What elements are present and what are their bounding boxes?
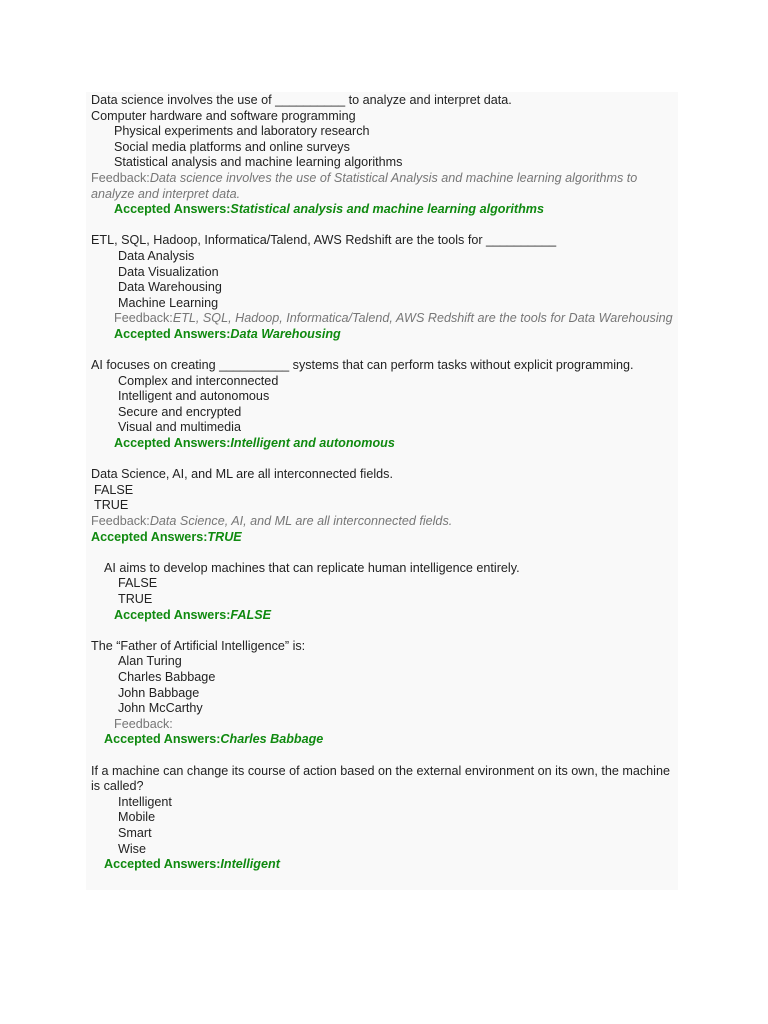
question-text: AI focuses on creating __________ systems that can perform tasks without explicit programming.	[91, 358, 634, 373]
accepted-label: Accepted Answers:	[104, 857, 221, 872]
option-text: John McCarthy	[118, 701, 203, 716]
question-block-7	[91, 764, 673, 873]
accepted-answer	[91, 857, 673, 873]
question-text: The “Father of Artificial Intelligence” is:	[91, 638, 306, 653]
feedback	[91, 311, 673, 327]
accepted-text: TRUE	[207, 529, 242, 544]
option-text: Physical experiments and laboratory research	[114, 124, 370, 139]
accepted-label: Accepted Answers:	[114, 607, 231, 622]
accepted-text: Statistical analysis and machine learning algorithms	[230, 202, 544, 217]
accepted-label: Accepted Answers:	[104, 732, 221, 747]
question-block-5	[91, 561, 673, 623]
option-text: Intelligent and autonomous	[118, 389, 270, 404]
option-text: Visual and multimedia	[118, 420, 241, 435]
option-text: Data Warehousing	[118, 280, 222, 295]
option-text: Data Visualization	[118, 264, 219, 279]
feedback-text: Data science involves the use of Statistical Analysis and machine learning algorithms to analyze and interpret data.	[91, 170, 638, 201]
accepted-answer	[91, 608, 673, 624]
quiz-content	[91, 93, 673, 888]
option-text: Smart	[118, 825, 152, 840]
feedback-label: Feedback:	[114, 716, 173, 731]
accepted-label: Accepted Answers:	[91, 529, 208, 544]
question-block-1	[91, 93, 673, 218]
accepted-text: Intelligent and autonomous	[230, 436, 395, 451]
feedback-label: Feedback:	[114, 311, 173, 326]
question-text: Data science involves the use of __________ to analyze and interpret data.	[91, 93, 512, 107]
accepted-label: Accepted Answers:	[114, 202, 231, 217]
accepted-text: Charles Babbage	[220, 732, 324, 747]
feedback	[91, 717, 673, 733]
feedback-label: Feedback:	[91, 170, 150, 185]
question-text: AI aims to develop machines that can replicate human intelligence entirely.	[104, 560, 520, 575]
option-text: Mobile	[118, 810, 156, 825]
option-text: Intelligent	[118, 794, 172, 809]
feedback-text: ETL, SQL, Hadoop, Informatica/Talend, AWS Redshift are the tools for Data Warehousing	[172, 311, 673, 326]
question-block-6	[91, 639, 673, 748]
option-text: Machine Learning	[118, 295, 219, 310]
accepted-label: Accepted Answers:	[114, 436, 231, 451]
option-text: Computer hardware and software programming	[91, 108, 356, 123]
accepted-text: FALSE	[230, 607, 272, 622]
question-block-3	[91, 358, 673, 452]
option-text: Statistical analysis and machine learning algorithms	[114, 155, 403, 170]
question-block-4	[91, 467, 673, 545]
option-text: Complex and interconnected	[118, 373, 279, 388]
question-text: If a machine can change its course of action based on the external environment on its own, the machine is called?	[91, 763, 670, 794]
option-text: Data Analysis	[118, 248, 195, 263]
option-text: FALSE	[118, 576, 158, 591]
accepted-text: Intelligent	[220, 857, 280, 872]
option-text: TRUE	[118, 592, 153, 606]
accepted-answer	[91, 530, 673, 546]
question-block-2	[91, 233, 673, 342]
option-text: TRUE	[94, 498, 129, 513]
feedback-label: Feedback:	[91, 514, 150, 529]
question-text: Data Science, AI, and ML are all interconnected fields.	[91, 467, 393, 482]
feedback	[91, 514, 673, 530]
accepted-text: Data Warehousing	[230, 326, 341, 341]
option-text: Secure and encrypted	[118, 404, 242, 419]
option-text: Charles Babbage	[118, 669, 216, 684]
accepted-answer	[91, 436, 673, 452]
accepted-answer	[91, 202, 673, 218]
option-text: Alan Turing	[118, 654, 182, 669]
accepted-answer	[91, 732, 673, 748]
option-text: FALSE	[94, 482, 134, 497]
option-text: Wise	[118, 841, 146, 856]
feedback	[91, 171, 673, 202]
question-text: ETL, SQL, Hadoop, Informatica/Talend, AWS Redshift are the tools for __________	[91, 233, 557, 248]
option-text: Social media platforms and online surveys	[114, 139, 350, 154]
accepted-label: Accepted Answers:	[114, 326, 231, 341]
accepted-answer	[91, 327, 673, 343]
feedback-text: Data Science, AI, and ML are all interconnected fields.	[149, 514, 453, 529]
option-text: John Babbage	[118, 685, 200, 700]
